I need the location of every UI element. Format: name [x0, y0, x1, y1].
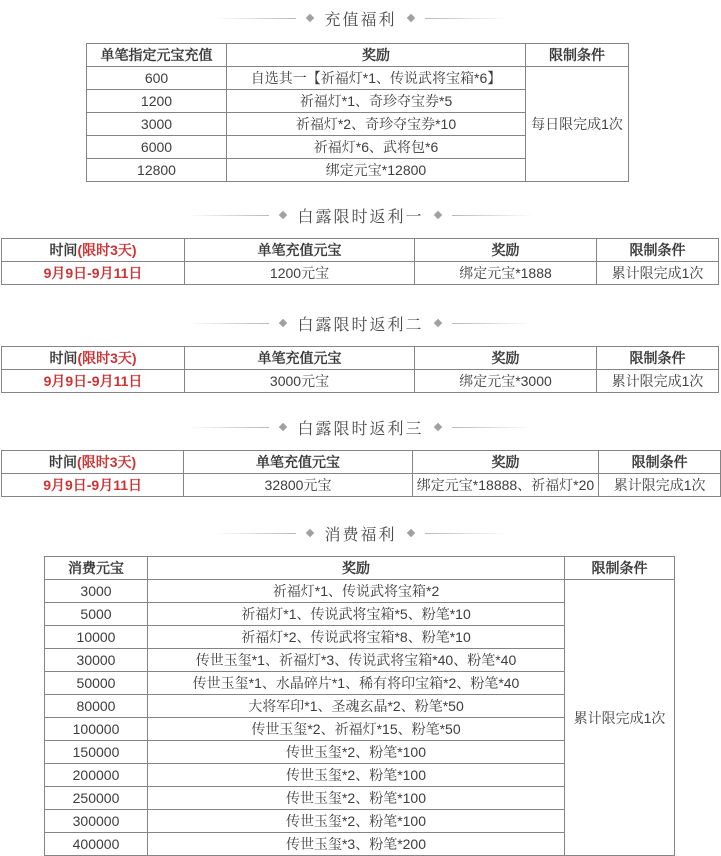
recharge-table [86, 43, 629, 182]
column-header-reward: 奖励 [412, 451, 598, 474]
amount-cell: 5000 [45, 603, 148, 626]
reward-cell: 祈福灯*1、传说武将宝箱*2 [148, 580, 565, 603]
column-header-amount: 单笔充值元宝 [185, 347, 415, 370]
rebate3-table [1, 450, 721, 497]
column-header-amount: 单笔充值元宝 [185, 239, 415, 262]
amount-cell: 10000 [45, 626, 148, 649]
condition-cell: 累计限完成1次 [597, 262, 719, 285]
column-header-condition: 限制条件 [565, 557, 675, 580]
reward-cell: 大将军印*1、圣魂玄晶*2、粉笔*50 [148, 695, 565, 718]
column-header-condition: 限制条件 [526, 44, 629, 67]
reward-cell: 祈福灯*6、武将包*6 [227, 136, 526, 159]
diamond-icon [279, 319, 287, 327]
amount-cell: 150000 [45, 741, 148, 764]
diamond-icon [433, 319, 441, 327]
amount-cell: 200000 [45, 764, 148, 787]
title-divider-right [425, 533, 507, 534]
reward-cell: 自选其一【祈福灯*1、传说武将宝箱*6】 [227, 67, 526, 90]
column-header-reward: 奖励 [227, 44, 526, 67]
column-header-reward: 奖励 [415, 347, 597, 370]
diamond-icon [306, 529, 314, 537]
table-row [87, 67, 629, 90]
diamond-icon [306, 14, 314, 22]
reward-cell: 绑定元宝*1888 [415, 262, 597, 285]
diamond-icon [406, 529, 414, 537]
column-header-amount: 消费元宝 [45, 557, 148, 580]
diamond-icon [433, 211, 441, 219]
column-header-time [2, 239, 185, 262]
time-label: 时间 [49, 350, 78, 366]
title-divider-left [214, 18, 296, 19]
column-header-condition: 限制条件 [597, 239, 719, 262]
section-title-rebate2 [0, 313, 721, 333]
reward-cell: 绑定元宝*3000 [415, 370, 597, 393]
column-header-time [2, 451, 184, 474]
reward-cell: 传世玉玺*2、粉笔*100 [148, 810, 565, 833]
column-header-amount: 单笔指定元宝充值 [87, 44, 227, 67]
condition-cell: 每日限完成1次 [526, 67, 629, 182]
rebate2-table [1, 346, 719, 393]
time-label: 时间 [49, 454, 78, 470]
amount-cell: 30000 [45, 649, 148, 672]
diamond-icon [279, 423, 287, 431]
diamond-icon [406, 14, 414, 22]
column-header-time [2, 347, 185, 370]
table-header-row [87, 44, 629, 67]
amount-cell: 80000 [45, 695, 148, 718]
amount-cell: 400000 [45, 833, 148, 856]
reward-cell: 传世玉玺*1、水晶碎片*1、稀有将印宝箱*2、粉笔*40 [148, 672, 565, 695]
title-divider-right [452, 215, 534, 216]
title-divider-left [187, 323, 269, 324]
section-title-rebate1 [0, 205, 721, 225]
reward-cell: 祈福灯*2、奇珍夺宝券*10 [227, 113, 526, 136]
rebate1-table [1, 238, 719, 285]
amount-cell: 250000 [45, 787, 148, 810]
amount-cell: 100000 [45, 718, 148, 741]
table-row [2, 262, 719, 285]
amount-cell: 1200 [87, 90, 227, 113]
diamond-icon [279, 211, 287, 219]
amount-cell: 32800元宝 [184, 474, 413, 497]
table-row [2, 370, 719, 393]
section-title-text: 消费福利 [324, 526, 397, 544]
amount-cell: 3000元宝 [185, 370, 415, 393]
amount-cell: 6000 [87, 136, 227, 159]
column-header-reward: 奖励 [148, 557, 565, 580]
table-row [45, 580, 675, 603]
reward-cell: 祈福灯*2、传说武将宝箱*8、粉笔*10 [148, 626, 565, 649]
column-header-condition: 限制条件 [599, 451, 721, 474]
section-title-text: 白露限时返利三 [297, 420, 424, 438]
reward-cell: 祈福灯*1、奇珍夺宝券*5 [227, 90, 526, 113]
amount-cell: 50000 [45, 672, 148, 695]
title-divider-left [187, 427, 269, 428]
column-header-condition: 限制条件 [597, 347, 719, 370]
time-label: 时间 [49, 242, 78, 258]
reward-cell: 传世玉玺*2、粉笔*100 [148, 787, 565, 810]
time-note: (限时3天) [77, 454, 137, 470]
reward-cell: 祈福灯*1、传说武将宝箱*5、粉笔*10 [148, 603, 565, 626]
reward-cell: 传世玉玺*2、祈福灯*15、粉笔*50 [148, 718, 565, 741]
reward-cell: 传世玉玺*2、粉笔*100 [148, 741, 565, 764]
reward-cell: 绑定元宝*18888、祈福灯*20 [412, 474, 598, 497]
reward-cell: 绑定元宝*12800 [227, 159, 526, 182]
section-title-text: 充值福利 [324, 11, 397, 29]
date-cell: 9月9日-9月11日 [2, 262, 185, 285]
condition-cell: 累计限完成1次 [599, 474, 721, 497]
section-title-recharge [0, 8, 721, 28]
section-title-consume [0, 523, 721, 543]
title-divider-left [187, 215, 269, 216]
table-row [2, 474, 721, 497]
time-note: (限时3天) [77, 242, 137, 258]
table-header-row [2, 347, 719, 370]
title-divider-right [425, 18, 507, 19]
title-divider-right [452, 427, 534, 428]
column-header-reward: 奖励 [415, 239, 597, 262]
amount-cell: 300000 [45, 810, 148, 833]
condition-cell: 累计限完成1次 [597, 370, 719, 393]
reward-cell: 传世玉玺*2、粉笔*100 [148, 764, 565, 787]
date-cell: 9月9日-9月11日 [2, 370, 185, 393]
amount-cell: 3000 [45, 580, 148, 603]
table-header-row [45, 557, 675, 580]
amount-cell: 3000 [87, 113, 227, 136]
condition-cell: 累计限完成1次 [565, 580, 675, 856]
date-cell: 9月9日-9月11日 [2, 474, 184, 497]
amount-cell: 600 [87, 67, 227, 90]
reward-cell: 传世玉玺*1、祈福灯*3、传说武将宝箱*40、粉笔*40 [148, 649, 565, 672]
time-note: (限时3天) [77, 350, 137, 366]
section-title-text: 白露限时返利二 [297, 316, 424, 334]
column-header-amount: 单笔充值元宝 [184, 451, 413, 474]
section-title-text: 白露限时返利一 [297, 208, 424, 226]
reward-cell: 传世玉玺*3、粉笔*200 [148, 833, 565, 856]
section-title-rebate3 [0, 417, 721, 437]
title-divider-left [214, 533, 296, 534]
table-header-row [2, 451, 721, 474]
amount-cell: 1200元宝 [185, 262, 415, 285]
amount-cell: 12800 [87, 159, 227, 182]
table-header-row [2, 239, 719, 262]
title-divider-right [452, 323, 534, 324]
diamond-icon [433, 423, 441, 431]
consume-table [44, 556, 675, 856]
